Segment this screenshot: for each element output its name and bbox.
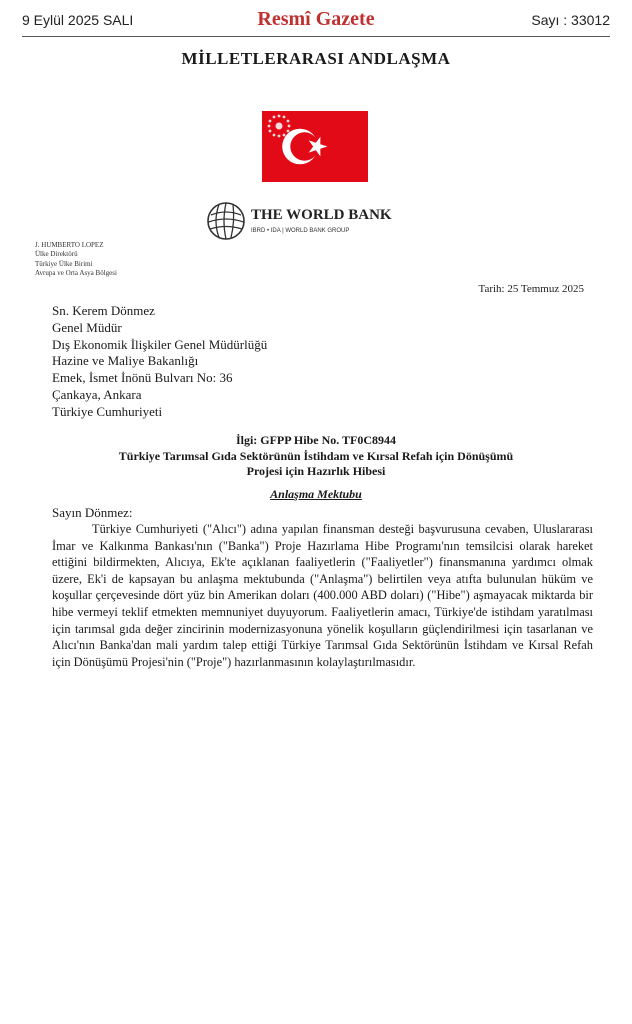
salutation: Sayın Dönmez: [52,505,133,520]
sender-region: Avrupa ve Orta Asya Bölgesi [35,268,117,277]
world-bank-subtitle: IBRD • IDA | WORLD BANK GROUP [251,228,350,234]
recipient-line: Dış Ekonomik İlişkiler Genel Müdürlüğü [52,336,268,352]
sender-unit: Türkiye Ülke Birimi [35,259,93,268]
gazette-issue-number: Sayı : 33012 [531,12,610,28]
reference-block [40,433,592,480]
sender-block [35,241,117,278]
recipient-line: Sn. Kerem Dönmez [52,303,155,318]
recipient-block [52,303,267,421]
recipient-line: Hazine ve Maliye Bakanlığı [52,353,199,369]
recipient-line: Emek, İsmet İnönü Bulvarı No: 36 [52,370,233,386]
letter-body-paragraph: Türkiye Cumhuriyeti ("Alıcı") adına yapılan finansman desteği başvurusuna cevaben, Uluslararası İmar ve Kalkınma Bankası'nın ("Banka") Proje Hazırlama Hibe Programı'nın temsilcisi olarak hareket ettiğini bildirmekten, Alıcıya, Ek'te açıklanan faaliyetlerin ("Faaliyetler") finansmanına yardımcı olmak üzere, Ek'i de kapsayan bu anlaşma mektubunda ("Anlaşma") belirtilen veya atıfta bulunulan hüküm ve koşullar çerçevesinde dört yüz bin Amerikan doları (400.000 ABD doları) ("Hibe") aşmayacak miktarda bir hibe vermeyi teklif etmekten memnuniyet duyuyorum. Faaliyetlerin amacı, Türkiye'de istihdam yaratılması için tarımsal gıda değer zincirinin modernizasyonuna yönelik koşulların güçlendirilmesi için tasarlanan ve Alıcı'nın Banka'dan mali yardım talep ettiği Türkiye Tarımsal Gıda Sektörünün İstihdam ve Kırsal Refah için Dönüşümü Projesi'nin ("Proje") hazırlanmasının kolaylaştırılmasıdır. [52,522,593,669]
document-title: MİLLETLERARASI ANDLAŞMA [181,49,451,68]
gazette-date: 9 Eylül 2025 SALI [22,12,134,28]
reference-project-line: Projesi için Hazırlık Hibesi [246,464,386,478]
world-bank-globe-icon [205,200,247,242]
letter-date: Tarih: 25 Temmuz 2025 [478,283,584,295]
sender-name: J. HUMBERTO LOPEZ [35,241,104,249]
turkish-flag-icon [262,111,368,182]
reference-project-line: Türkiye Tarımsal Gıda Sektörünün İstihdam ve Kırsal Refah için Dönüşümü [118,448,514,463]
world-bank-name: THE WORLD BANK [251,207,392,223]
letter-title: Anlaşma Mektubu [270,487,362,501]
recipient-line: Çankaya, Ankara [52,386,142,402]
world-bank-logo [205,200,415,244]
sender-title: Ülke Direktörü [35,250,78,259]
gazette-title: Resmî Gazete [257,8,375,30]
gazette-header [22,8,610,37]
reference-grant-number: İlgi: GFPP Hibe No. TF0C8944 [235,433,397,447]
recipient-line: Türkiye Cumhuriyeti [52,403,163,419]
recipient-line: Genel Müdür [52,319,122,335]
